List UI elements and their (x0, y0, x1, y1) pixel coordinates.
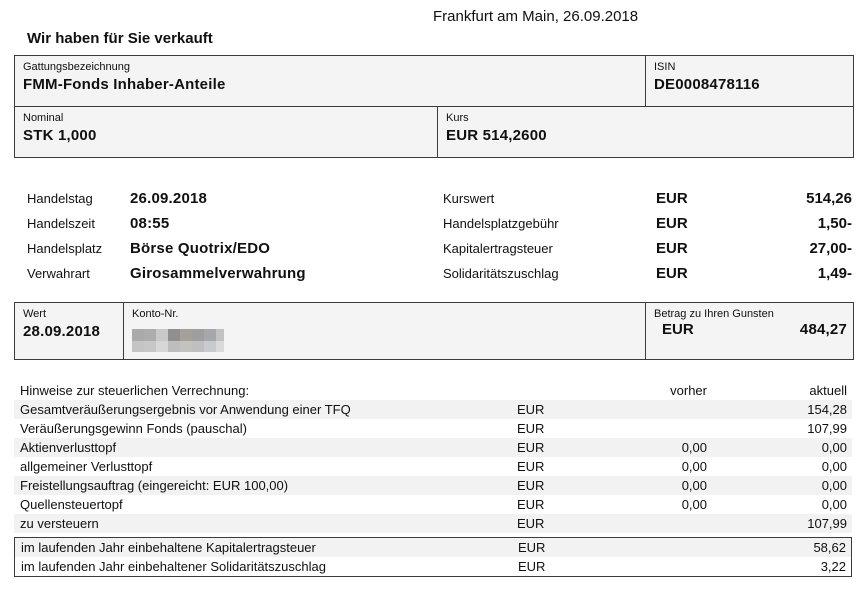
trade-detail-label: Handelstag (27, 191, 93, 206)
tax-row-label: Veräußerungsgewinn Fonds (pauschal) (20, 421, 247, 436)
tax-row-currency: EUR (517, 440, 545, 455)
tax-table-row (15, 557, 851, 576)
nominal-value: STK 1,000 (23, 127, 97, 144)
tax-row-aktuell: 3,22 (820, 559, 846, 574)
betrag-label: Betrag zu Ihren Gunsten (654, 308, 774, 320)
kurs-label: Kurs (446, 112, 469, 124)
trade-amount-row (443, 186, 852, 211)
trade-detail-row (27, 211, 427, 236)
tax-table (14, 383, 852, 577)
tax-row-label: Aktienverlusttopf (20, 440, 117, 455)
tax-row-aktuell: 58,62 (813, 540, 846, 555)
tax-row-currency: EUR (517, 402, 545, 417)
tax-header-vorher: vorher (670, 383, 707, 398)
wert-cell (15, 303, 123, 359)
betrag-value-line (654, 321, 853, 338)
tax-row-currency: EUR (517, 478, 545, 493)
isin-label: ISIN (654, 61, 676, 73)
settlement-box (14, 302, 854, 360)
tax-table-withheld-box (14, 537, 852, 577)
wert-label: Wert (23, 308, 47, 320)
trade-details-right (443, 186, 852, 286)
trade-amount-currency: EUR (656, 265, 688, 282)
tax-row-label: Freistellungsauftrag (eingereicht: EUR 100,00) (20, 478, 289, 493)
trade-amount-row (443, 236, 852, 261)
trade-amount-label: Solidaritätszuschlag (443, 266, 559, 281)
trade-amount-currency: EUR (656, 190, 688, 207)
konto-cell (123, 303, 645, 359)
tax-row-aktuell: 107,99 (807, 421, 847, 436)
tax-row-aktuell: 0,00 (821, 440, 847, 455)
trade-amount-value: 514,26 (806, 190, 852, 207)
tax-row-label: Quellensteuertopf (20, 497, 123, 512)
tax-table-row (14, 476, 852, 495)
nominal-label: Nominal (23, 112, 64, 124)
trade-amount-value: 1,50- (817, 215, 852, 232)
gattungsbezeichnung-value: FMM-Fonds Inhaber-Anteile (23, 76, 226, 93)
isin-value: DE0008478116 (654, 76, 760, 93)
trade-amount-currency: EUR (656, 215, 688, 232)
trade-detail-value: Girosammelverwahrung (130, 265, 306, 282)
trade-details-left (27, 186, 427, 286)
tax-row-vorher: 0,00 (681, 478, 707, 493)
trade-detail-row (27, 186, 427, 211)
tax-row-aktuell: 0,00 (821, 478, 847, 493)
tax-table-row (14, 400, 852, 419)
tax-header-aktuell: aktuell (809, 383, 847, 398)
tax-header-title: Hinweise zur steuerlichen Verrechnung: (20, 383, 250, 398)
trade-detail-value: 26.09.2018 (130, 190, 208, 207)
tax-row-currency: EUR (518, 559, 546, 574)
tax-table-row (14, 457, 852, 476)
tax-row-label: zu versteuern (20, 516, 99, 531)
konto-label: Konto-Nr. (132, 308, 179, 320)
trade-detail-label: Handelsplatz (27, 241, 103, 256)
trade-detail-value: Börse Quotrix/EDO (130, 240, 271, 257)
trade-detail-label: Handelszeit (27, 216, 95, 231)
page-title: Wir haben für Sie verkauft (27, 30, 213, 47)
tax-row-currency: EUR (517, 421, 545, 436)
wert-value: 28.09.2018 (23, 323, 101, 340)
tax-table-rows (14, 400, 852, 533)
tax-row-aktuell: 0,00 (821, 459, 847, 474)
trade-amount-label: Kurswert (443, 191, 495, 206)
security-row-2 (15, 106, 853, 157)
trade-detail-label: Verwahrart (27, 266, 90, 281)
betrag-cell (645, 303, 853, 359)
trade-detail-row (27, 236, 427, 261)
trade-amount-value: 1,49- (817, 265, 852, 282)
nominal-cell (15, 107, 437, 157)
tax-row-label: Gesamtveräußerungsergebnis vor Anwendung einer TFQ (20, 402, 351, 417)
trade-amount-label: Handelsplatzgebühr (443, 216, 559, 231)
trade-amount-value: 27,00- (809, 240, 852, 257)
tax-row-aktuell: 154,28 (807, 402, 847, 417)
tax-row-aktuell: 0,00 (821, 497, 847, 512)
tax-row-currency: EUR (518, 540, 546, 555)
tax-row-vorher: 0,00 (681, 497, 707, 512)
isin-cell (645, 56, 853, 106)
tax-row-currency: EUR (517, 497, 545, 512)
security-row-1 (15, 56, 853, 106)
tax-table-row (14, 438, 852, 457)
trade-detail-row (27, 261, 427, 286)
kurs-cell (437, 107, 853, 157)
tax-row-label: im laufenden Jahr einbehaltener Solidaritätszuschlag (21, 559, 326, 574)
tax-table-header (14, 383, 852, 399)
date-line: Frankfurt am Main, 26.09.2018 (433, 8, 639, 25)
tax-row-aktuell: 107,99 (807, 516, 847, 531)
tax-row-label: allgemeiner Verlusttopf (20, 459, 153, 474)
gattungsbezeichnung-label: Gattungsbezeichnung (23, 61, 131, 73)
tax-table-row (14, 419, 852, 438)
trade-amount-label: Kapitalertragsteuer (443, 241, 553, 256)
tax-table-row (14, 514, 852, 533)
tax-row-label: im laufenden Jahr einbehaltene Kapitalertragsteuer (21, 540, 316, 555)
trade-amount-row (443, 211, 852, 236)
trade-amount-row (443, 261, 852, 286)
trade-amount-currency: EUR (656, 240, 688, 257)
tax-row-vorher: 0,00 (681, 440, 707, 455)
tax-table-row (15, 538, 851, 557)
kurs-value: EUR 514,2600 (446, 127, 547, 144)
betrag-currency: EUR (662, 321, 694, 338)
trade-detail-value: 08:55 (130, 215, 170, 232)
security-info-box (14, 55, 854, 158)
tax-table-row (14, 495, 852, 514)
betrag-amount: 484,27 (799, 321, 847, 338)
konto-redacted-block (132, 329, 224, 352)
gattungsbezeichnung-cell (15, 56, 645, 106)
tax-row-vorher: 0,00 (681, 459, 707, 474)
tax-row-currency: EUR (517, 459, 545, 474)
tax-row-currency: EUR (517, 516, 545, 531)
